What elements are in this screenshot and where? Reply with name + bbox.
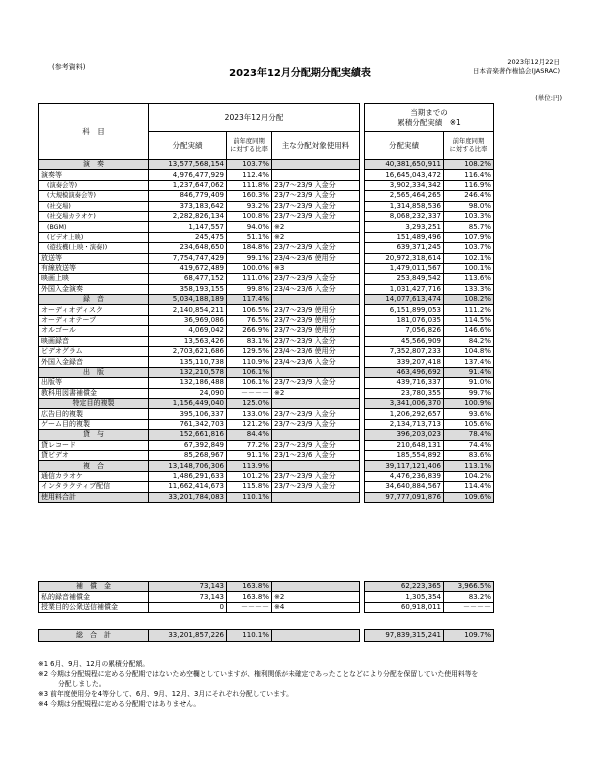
amount-cell: 5,034,188,189 (149, 295, 227, 305)
table-row (39, 201, 494, 211)
table-row (39, 326, 494, 336)
amount-cell: 24,090 (149, 388, 227, 398)
header-row (39, 104, 494, 132)
ratio-cell: 99.1% (227, 253, 272, 263)
subject-cell: 映画録音 (39, 336, 149, 346)
cumulative-amount-cell: 185,554,892 (365, 450, 444, 460)
cumulative-ratio-cell: 99.7% (444, 388, 494, 398)
usage-cell: 23/1～23/6 入金分 (272, 450, 360, 460)
usage-cell: 23/4～23/6 入金分 (272, 357, 360, 367)
table-row (39, 336, 494, 346)
amount-cell: 2,282,826,134 (149, 211, 227, 221)
amount-cell: 73,143 (149, 582, 227, 592)
usage-header: 主な分配対象使用料 (272, 132, 360, 160)
amount-cell: 13,577,568,154 (149, 160, 227, 170)
subject-cell: オルゴール (39, 326, 149, 336)
table-row (39, 378, 494, 388)
usage-cell: ※2 (272, 222, 360, 232)
ratio-cell: 117.4% (227, 295, 272, 305)
section-row (39, 582, 494, 592)
cumulative-amount-cell: 2,134,713,713 (365, 419, 444, 429)
table-row (39, 315, 494, 325)
organization: 日本音楽著作権協会(JASRAC) (472, 67, 560, 75)
cumulative-ratio-cell: 111.2% (444, 305, 494, 315)
ratio-cell: 111.8% (227, 180, 272, 190)
cumulative-ratio-cell: 114.5% (444, 315, 494, 325)
amount-cell: 67,392,849 (149, 440, 227, 450)
cumulative-amount-cell: 7,352,807,233 (365, 347, 444, 357)
cumulative-ratio-cell: 133.3% (444, 284, 494, 294)
usage-cell: 23/7～23/9 入金分 (272, 180, 360, 190)
amount-cell: 7,754,747,429 (149, 253, 227, 263)
table-row (39, 592, 494, 602)
amount-cell: 73,143 (149, 592, 227, 602)
ratio-cell: 103.7% (227, 160, 272, 170)
cumulative-amount-cell: 3,902,334,342 (365, 180, 444, 190)
usage-cell (272, 170, 360, 180)
ratio-cell: 83.1% (227, 336, 272, 346)
amount-cell: 13,563,426 (149, 336, 227, 346)
subject-cell: インタラクティブ配信 (39, 482, 149, 492)
subject-cell: 放送等 (39, 253, 149, 263)
usage-cell: 23/4～23/6 使用分 (272, 347, 360, 357)
amount-cell: 11,662,414,673 (149, 482, 227, 492)
ratio-header (227, 132, 272, 160)
usage-cell: 23/7～23/9 入金分 (272, 336, 360, 346)
usage-cell (272, 430, 360, 440)
cumulative-amount-cell: 463,496,692 (365, 367, 444, 377)
ratio-header-line1: 前年度同期 (233, 137, 265, 145)
cumulative-amount-cell: 97,777,091,876 (365, 492, 444, 502)
amount-cell: 36,969,086 (149, 315, 227, 325)
amount-cell: 135,110,738 (149, 357, 227, 367)
ratio-cell: 266.9% (227, 326, 272, 336)
cumulative-ratio-cell: 93.6% (444, 409, 494, 419)
subject-cell: オーディオテープ (39, 315, 149, 325)
cumulative-ratio-cell: 108.2% (444, 295, 494, 305)
cumulative-ratio-cell: 146.6% (444, 326, 494, 336)
usage-cell (272, 398, 360, 408)
table-row (39, 253, 494, 263)
ratio-cell: 129.5% (227, 347, 272, 357)
usage-cell: 23/7～23/9 入金分 (272, 243, 360, 253)
ratio-cell: 94.0% (227, 222, 272, 232)
usage-cell: 23/7～23/9 入金分 (272, 211, 360, 221)
cumulative-amount-cell: 151,489,496 (365, 232, 444, 242)
cumulative-ratio-cell: 107.9% (444, 232, 494, 242)
cumulative-amount-cell: 6,151,899,053 (365, 305, 444, 315)
amount-cell: 132,210,578 (149, 367, 227, 377)
cumulative-amount-cell: 34,640,884,567 (365, 482, 444, 492)
unit-label: (単位:円) (535, 94, 562, 102)
amount-cell: 2,703,621,686 (149, 347, 227, 357)
section-row (39, 430, 494, 440)
ratio-cell: 100.8% (227, 211, 272, 221)
ratio-cell: 111.0% (227, 274, 272, 284)
cumulative-amount-cell: 339,207,418 (365, 357, 444, 367)
usage-cell: 23/4～23/6 入金分 (272, 284, 360, 294)
amount-cell: 33,201,857,226 (149, 630, 227, 642)
table-row (39, 357, 494, 367)
cumulative-amount-cell: 4,476,236,839 (365, 471, 444, 481)
subject-cell: 教科用図書補償金 (39, 388, 149, 398)
usage-cell: 23/7～23/9 入金分 (272, 440, 360, 450)
subject-cell: 出 版 (39, 367, 149, 377)
cumulative-amount-cell: 1,206,292,657 (365, 409, 444, 419)
table-row (39, 305, 494, 315)
ratio-cell: 91.1% (227, 450, 272, 460)
usage-cell: 23/7～23/9 入金分 (272, 482, 360, 492)
ratio-cell: 163.8% (227, 582, 272, 592)
subject-cell: 録 音 (39, 295, 149, 305)
table-row (39, 263, 494, 273)
cumulative-ratio-cell: 104.8% (444, 347, 494, 357)
cumulative-amount-cell: 2,565,464,265 (365, 191, 444, 201)
compensation-table (38, 581, 494, 613)
usage-cell: 23/7～23/9 入金分 (272, 378, 360, 388)
footnote: ※2 今期は分配規程に定める分配期ではないため空欄としていますが、権利関係が未確定であったことなどにより分配を保留していた使用料等を (38, 670, 479, 678)
amount-cell: 4,069,042 (149, 326, 227, 336)
ratio-cell: 106.1% (227, 378, 272, 388)
amount-cell: 1,237,647,062 (149, 180, 227, 190)
subject-cell: 貸ビデオ (39, 450, 149, 460)
amount-cell: 0 (149, 602, 227, 612)
usage-cell: 23/7～23/9 使用分 (272, 315, 360, 325)
table-row (39, 222, 494, 232)
table-row (39, 170, 494, 180)
ratio-cell: 51.1% (227, 232, 272, 242)
cumulative-amount-cell: 39,117,121,406 (365, 461, 444, 471)
cumulative-ratio-cell: 108.2% (444, 160, 494, 170)
usage-cell: 23/7～23/9 使用分 (272, 326, 360, 336)
usage-cell (272, 160, 360, 170)
amount-cell: 373,183,642 (149, 201, 227, 211)
usage-cell: ※3 (272, 263, 360, 273)
cumulative-header-line1: 当期までの (410, 107, 448, 117)
subject-cell: 演奏等 (39, 170, 149, 180)
cumulative-amount-cell: 45,566,909 (365, 336, 444, 346)
period-header: 2023年12月分配 (149, 104, 360, 132)
subject-cell: 広告目的複製 (39, 409, 149, 419)
cumulative-ratio-cell: 98.0% (444, 201, 494, 211)
cumulative-ratio-cell: 116.9% (444, 180, 494, 190)
cumulative-amount-cell: 3,293,251 (365, 222, 444, 232)
subject-cell: (演奏会等) (39, 180, 149, 190)
subject-cell: (社交場) (39, 201, 149, 211)
subject-cell: 映画上映 (39, 274, 149, 284)
ratio-cell: 184.8% (227, 243, 272, 253)
subject-cell: 補 償 金 (39, 582, 149, 592)
ratio-cell: 133.0% (227, 409, 272, 419)
table-row (39, 284, 494, 294)
cumulative-amount-cell: 3,341,006,370 (365, 398, 444, 408)
table-row (39, 419, 494, 429)
usage-cell (272, 492, 360, 502)
cumulative-ratio-cell: －－－－ (444, 602, 494, 612)
amount-header: 分配実績 (149, 132, 227, 160)
subject-cell: 授業目的公衆送信補償金 (39, 602, 149, 612)
amount-cell: 2,140,854,211 (149, 305, 227, 315)
usage-cell: ※2 (272, 232, 360, 242)
usage-cell (272, 582, 360, 592)
cumulative-ratio-cell: 109.7% (444, 630, 494, 642)
cumulative-amount-cell: 97,839,315,241 (365, 630, 444, 642)
ratio-header-line2: に対する比率 (230, 145, 268, 153)
subject-cell: ゲーム目的複製 (39, 419, 149, 429)
cumulative-ratio-cell: 113.6% (444, 274, 494, 284)
cumulative-amount-cell: 253,849,542 (365, 274, 444, 284)
subject-cell: 通信カラオケ (39, 471, 149, 481)
subject-cell: (社交場カラオケ) (39, 211, 149, 221)
ratio-cell: 110.9% (227, 357, 272, 367)
cumulative-ratio-cell: 74.4% (444, 440, 494, 450)
cumulative-ratio-cell: 84.2% (444, 336, 494, 346)
section-row (39, 367, 494, 377)
ratio-cell: 76.5% (227, 315, 272, 325)
amount-cell: 761,342,703 (149, 419, 227, 429)
cumulative-ratio-cell: 91.4% (444, 367, 494, 377)
cumulative-ratio-cell: 103.7% (444, 243, 494, 253)
section-row (39, 398, 494, 408)
usage-cell: 23/4～23/6 使用分 (272, 253, 360, 263)
subject-cell: 複 合 (39, 461, 149, 471)
table-row (39, 180, 494, 190)
amount-cell: 234,648,650 (149, 243, 227, 253)
cumulative-ratio-header-line1: 前年度同期 (452, 137, 485, 145)
ratio-cell: 84.4% (227, 430, 272, 440)
ratio-cell: 110.1% (227, 630, 272, 642)
table-row (39, 347, 494, 357)
cumulative-ratio-cell: 114.4% (444, 482, 494, 492)
usage-cell: 23/7～23/9 入金分 (272, 409, 360, 419)
ratio-cell: 106.1% (227, 367, 272, 377)
cumulative-ratio-cell: 3,966.5% (444, 582, 494, 592)
amount-cell: 395,106,337 (149, 409, 227, 419)
amount-cell: 1,147,557 (149, 222, 227, 232)
table-row (39, 409, 494, 419)
subject-cell: 使用料合計 (39, 492, 149, 502)
cumulative-ratio-cell: 102.1% (444, 253, 494, 263)
footnote: ※1 6月、9月、12月の累積分配額。 (38, 660, 150, 668)
usage-cell: 23/7～23/9 入金分 (272, 201, 360, 211)
cumulative-ratio-cell: 83.6% (444, 450, 494, 460)
amount-cell: 68,477,152 (149, 274, 227, 284)
section-row (39, 295, 494, 305)
usage-cell: 23/7～23/9 入金分 (272, 191, 360, 201)
cumulative-header-line2: 累積分配実績 ※1 (397, 117, 461, 127)
cumulative-amount-cell: 8,068,232,337 (365, 211, 444, 221)
cumulative-ratio-cell: 246.4% (444, 191, 494, 201)
ratio-cell: －－－－ (227, 388, 272, 398)
cumulative-amount-cell: 1,479,011,567 (365, 263, 444, 273)
cumulative-ratio-cell: 103.3% (444, 211, 494, 221)
subject-cell: (大規模演奏会等) (39, 191, 149, 201)
amount-cell: 152,661,816 (149, 430, 227, 440)
cumulative-amount-header: 分配実績 (365, 132, 444, 160)
table-row (39, 440, 494, 450)
ratio-cell: 99.8% (227, 284, 272, 294)
issue-info (473, 58, 560, 76)
subject-cell: 有線放送等 (39, 263, 149, 273)
cumulative-ratio-cell: 100.1% (444, 263, 494, 273)
ratio-cell: 100.0% (227, 263, 272, 273)
amount-cell: 358,193,155 (149, 284, 227, 294)
cumulative-amount-cell: 1,314,858,536 (365, 201, 444, 211)
subject-cell: 特定目的複製 (39, 398, 149, 408)
cumulative-ratio-cell: 85.7% (444, 222, 494, 232)
amount-cell: 132,186,488 (149, 378, 227, 388)
usage-cell (272, 367, 360, 377)
amount-cell: 419,672,489 (149, 263, 227, 273)
cumulative-amount-cell: 7,056,826 (365, 326, 444, 336)
cumulative-ratio-cell: 83.2% (444, 592, 494, 602)
table-row (39, 482, 494, 492)
cumulative-ratio-cell: 91.0% (444, 378, 494, 388)
cumulative-amount-cell: 14,077,613,474 (365, 295, 444, 305)
table-row (39, 450, 494, 460)
footnote: ※3 前年度使用分を4等分して、6月、9月、12月、3月にそれぞれ分配しています。 (38, 690, 293, 698)
cumulative-amount-cell: 23,780,355 (365, 388, 444, 398)
ratio-cell: －－－－ (227, 602, 272, 612)
table-row (39, 211, 494, 221)
usage-cell: 23/7～23/9 入金分 (272, 471, 360, 481)
section-row (39, 461, 494, 471)
cumulative-ratio-header-line2: に対する比率 (449, 145, 488, 153)
cumulative-ratio-cell: 113.1% (444, 461, 494, 471)
page-title: 2023年12月分配期分配実績表 (229, 68, 371, 79)
ratio-cell: 160.3% (227, 191, 272, 201)
amount-cell: 4,976,477,929 (149, 170, 227, 180)
section-row (39, 160, 494, 170)
subject-cell: 外国入金録音 (39, 357, 149, 367)
issue-date: 2023年12月22日 (507, 58, 560, 66)
usage-cell: ※4 (272, 602, 360, 612)
cumulative-ratio-cell: 104.2% (444, 471, 494, 481)
subject-cell: 出版等 (39, 378, 149, 388)
ratio-cell: 163.8% (227, 592, 272, 602)
table-row (39, 191, 494, 201)
subject-cell: 私的録音補償金 (39, 592, 149, 602)
cumulative-amount-cell: 181,076,035 (365, 315, 444, 325)
usage-cell (272, 295, 360, 305)
subject-cell: (ビデオ上映) (39, 232, 149, 242)
distribution-table (38, 103, 494, 503)
ratio-cell: 125.0% (227, 398, 272, 408)
amount-cell: 1,486,291,633 (149, 471, 227, 481)
table-row (39, 471, 494, 481)
ratio-cell: 110.1% (227, 492, 272, 502)
footnote: ※4 今期は分配規程に定める分配期ではありません。 (38, 700, 201, 708)
footnotes (38, 659, 568, 709)
amount-cell: 846,779,409 (149, 191, 227, 201)
cumulative-amount-cell: 62,223,365 (365, 582, 444, 592)
usage-cell: 23/7～23/9 入金分 (272, 274, 360, 284)
usage-cell: ※2 (272, 388, 360, 398)
amount-cell: 1,156,449,040 (149, 398, 227, 408)
ratio-cell: 113.9% (227, 461, 272, 471)
ratio-cell: 121.2% (227, 419, 272, 429)
ratio-cell: 77.2% (227, 440, 272, 450)
cumulative-amount-cell: 16,645,043,472 (365, 170, 444, 180)
amount-cell: 13,148,706,306 (149, 461, 227, 471)
cumulative-amount-cell: 639,371,245 (365, 243, 444, 253)
cumulative-amount-cell: 60,918,011 (365, 602, 444, 612)
cumulative-amount-cell: 20,972,318,614 (365, 253, 444, 263)
ratio-cell: 112.4% (227, 170, 272, 180)
cumulative-ratio-cell: 105.6% (444, 419, 494, 429)
cumulative-ratio-cell: 116.4% (444, 170, 494, 180)
subject-header: 科 目 (39, 104, 149, 160)
subject-cell: 貸レコード (39, 440, 149, 450)
subject-cell: ビデオグラム (39, 347, 149, 357)
table-row (39, 388, 494, 398)
cumulative-ratio-header (444, 132, 494, 160)
subject-cell: 貸 与 (39, 430, 149, 440)
cumulative-ratio-cell: 109.6% (444, 492, 494, 502)
amount-cell: 245,475 (149, 232, 227, 242)
cumulative-ratio-cell: 137.4% (444, 357, 494, 367)
usage-cell (272, 630, 360, 642)
cumulative-header (365, 104, 494, 132)
table-row (39, 232, 494, 242)
cumulative-amount-cell: 40,381,650,911 (365, 160, 444, 170)
usage-cell: 23/7～23/9 入金分 (272, 419, 360, 429)
ratio-cell: 115.8% (227, 482, 272, 492)
grand-total-table (38, 629, 494, 642)
usage-cell: ※2 (272, 592, 360, 602)
cumulative-amount-cell: 1,031,427,716 (365, 284, 444, 294)
ratio-cell: 93.2% (227, 201, 272, 211)
subject-cell: (遊技機(上映・演奏)) (39, 243, 149, 253)
footnote-continued: 分配しました。 (58, 680, 106, 688)
subject-cell: (BGM) (39, 222, 149, 232)
amount-cell: 33,201,784,083 (149, 492, 227, 502)
subject-cell: 演 奏 (39, 160, 149, 170)
table-row (39, 243, 494, 253)
reference-label: (参考資料) (52, 63, 86, 71)
cumulative-amount-cell: 439,716,337 (365, 378, 444, 388)
cumulative-ratio-cell: 78.4% (444, 430, 494, 440)
subject-cell: 外国入金演奏 (39, 284, 149, 294)
cumulative-amount-cell: 396,203,023 (365, 430, 444, 440)
cumulative-ratio-cell: 100.9% (444, 398, 494, 408)
ratio-cell: 101.2% (227, 471, 272, 481)
grand-total-row (39, 630, 494, 642)
table-row (39, 602, 494, 612)
amount-cell: 85,268,967 (149, 450, 227, 460)
usage-cell: 23/7～23/9 使用分 (272, 305, 360, 315)
section-row (39, 492, 494, 502)
usage-cell (272, 461, 360, 471)
table-row (39, 274, 494, 284)
subject-cell: オーディオディスク (39, 305, 149, 315)
cumulative-amount-cell: 1,305,354 (365, 592, 444, 602)
ratio-cell: 106.5% (227, 305, 272, 315)
cumulative-amount-cell: 210,648,131 (365, 440, 444, 450)
grand-total-label: 総 合 計 (39, 630, 149, 642)
